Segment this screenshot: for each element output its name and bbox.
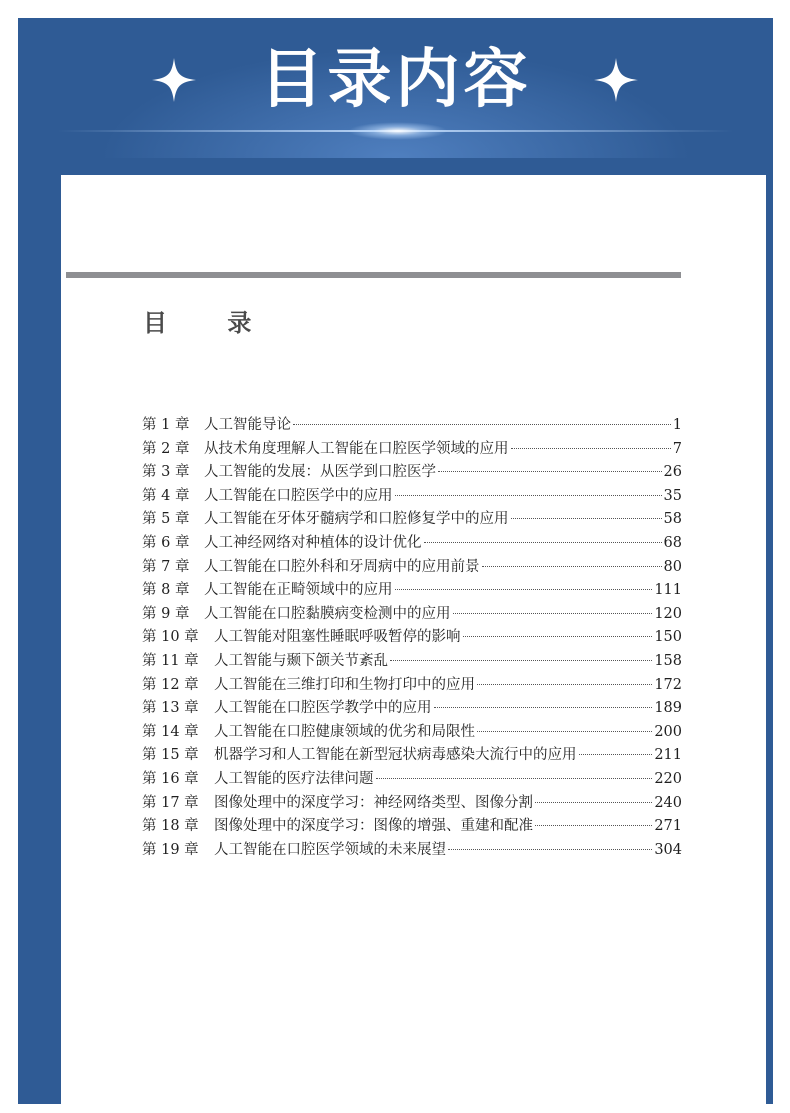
toc-entry [142, 649, 682, 673]
toc-page-number: 211 [654, 747, 682, 764]
toc-chapter-number: 第 13 章 [142, 700, 199, 717]
toc-dot-leader [477, 684, 652, 685]
toc-chapter-number: 第 3 章 [142, 464, 190, 481]
toc-entry [142, 602, 682, 626]
toc-dot-leader [424, 542, 662, 543]
book-page [61, 175, 766, 1113]
toc-dot-leader [438, 471, 662, 472]
toc-page-number: 35 [663, 487, 682, 504]
toc-dot-leader [482, 566, 662, 567]
toc-dot-leader [579, 754, 653, 755]
toc-page-number: 26 [663, 464, 682, 481]
toc-dot-leader [511, 518, 662, 519]
toc-chapter-title: 机器学习和人工智能在新型冠状病毒感染大流行中的应用 [214, 747, 577, 764]
banner [18, 18, 773, 158]
page-rule [66, 272, 681, 278]
toc-chapter-number: 第 12 章 [142, 676, 199, 693]
toc-entry [142, 625, 682, 649]
toc-entry [142, 767, 682, 791]
toc-entry [142, 413, 682, 437]
toc-page-number: 172 [654, 676, 682, 693]
toc-page-number: 1 [672, 417, 682, 433]
toc-chapter-title: 人工智能在三维打印和生物打印中的应用 [214, 676, 475, 693]
toc-chapter-title: 图像处理中的深度学习：神经网络类型、图像分割 [214, 794, 533, 811]
toc-chapter-title: 人工智能对阻塞性睡眠呼吸暂停的影响 [214, 629, 461, 646]
toc-page-number: 271 [654, 818, 682, 835]
toc-dot-leader [448, 849, 652, 850]
toc-page-number: 220 [654, 770, 682, 787]
toc-page-number: 150 [654, 629, 682, 646]
toc-chapter-number: 第 11 章 [142, 652, 199, 669]
toc-chapter-title: 人工智能在口腔医学教学中的应用 [214, 700, 432, 717]
toc-entry [142, 531, 682, 555]
toc-dot-leader [477, 731, 652, 732]
toc-chapter-title: 图像处理中的深度学习：图像的增强、重建和配准 [214, 818, 533, 835]
toc-chapter-number: 第 17 章 [142, 794, 199, 811]
toc-chapter-title: 从技术角度理解人工智能在口腔医学领域的应用 [204, 440, 509, 457]
toc-page-number: 80 [663, 558, 682, 575]
toc-chapter-number: 第 4 章 [142, 487, 190, 504]
toc-chapter-number: 第 1 章 [142, 417, 190, 433]
toc-page-number: 240 [654, 794, 682, 811]
toc-chapter-number: 第 2 章 [142, 440, 190, 457]
toc-entry [142, 791, 682, 815]
toc-chapter-title: 人工神经网络对种植体的设计优化 [204, 534, 422, 551]
toc-chapter-title: 人工智能在口腔外科和牙周病中的应用前景 [204, 558, 480, 575]
toc-entry [142, 437, 682, 461]
toc-chapter-number: 第 7 章 [142, 558, 190, 575]
toc-dot-leader [535, 802, 652, 803]
toc-page-number: 120 [654, 605, 682, 622]
toc-chapter-number: 第 16 章 [142, 770, 199, 787]
toc-page-number: 158 [654, 652, 682, 669]
toc-page-number: 189 [654, 700, 682, 717]
toc-entry [142, 578, 682, 602]
toc-chapter-number: 第 15 章 [142, 747, 199, 764]
toc-dot-leader [395, 589, 653, 590]
toc-dot-leader [395, 495, 662, 496]
toc-page-number: 304 [654, 841, 682, 858]
toc-chapter-number: 第 9 章 [142, 605, 190, 622]
banner-title: 目录内容 [259, 43, 532, 117]
toc-chapter-title: 人工智能的医疗法律问题 [214, 770, 374, 787]
toc-page-number: 7 [672, 440, 682, 457]
toc-chapter-number: 第 14 章 [142, 723, 199, 740]
toc-chapter-number: 第 6 章 [142, 534, 190, 551]
toc-dot-leader [293, 424, 671, 425]
blue-frame [18, 18, 773, 1104]
toc-chapter-number: 第 5 章 [142, 511, 190, 528]
toc-chapter-number: 第 19 章 [142, 841, 199, 858]
toc-list [142, 413, 682, 861]
toc-chapter-title: 人工智能在口腔黏膜病变检测中的应用 [204, 605, 451, 622]
toc-dot-leader [511, 448, 671, 449]
sparkle-star-icon [592, 56, 640, 104]
toc-entry [142, 743, 682, 767]
toc-entry [142, 838, 682, 862]
toc-entry [142, 460, 682, 484]
toc-page-number: 68 [663, 534, 682, 551]
toc-chapter-number: 第 8 章 [142, 582, 190, 599]
toc-page-number: 58 [663, 511, 682, 528]
toc-entry [142, 814, 682, 838]
toc-entry [142, 696, 682, 720]
banner-glow-spot [348, 122, 448, 140]
toc-entry [142, 720, 682, 744]
toc-chapter-title: 人工智能在口腔医学中的应用 [204, 487, 393, 504]
toc-dot-leader [463, 636, 653, 637]
toc-chapter-title: 人工智能在口腔健康领域的优劣和局限性 [214, 723, 475, 740]
toc-entry [142, 673, 682, 697]
toc-chapter-title: 人工智能的发展：从医学到口腔医学 [204, 464, 436, 481]
toc-chapter-title: 人工智能与颞下颌关节紊乱 [214, 652, 388, 669]
toc-chapter-number: 第 18 章 [142, 818, 199, 835]
toc-chapter-title: 人工智能导论 [204, 417, 291, 433]
toc-page-number: 200 [654, 723, 682, 740]
toc-chapter-title: 人工智能在牙体牙髓病学和口腔修复学中的应用 [204, 511, 509, 528]
toc-chapter-number: 第 10 章 [142, 629, 199, 646]
toc-dot-leader [390, 660, 652, 661]
toc-entry [142, 484, 682, 508]
toc-entry [142, 555, 682, 579]
toc-dot-leader [434, 707, 653, 708]
toc-dot-leader [453, 613, 653, 614]
toc-heading: 目 录 [143, 309, 278, 337]
toc-chapter-title: 人工智能在正畸领域中的应用 [204, 582, 393, 599]
toc-dot-leader [535, 825, 652, 826]
toc-entry [142, 507, 682, 531]
toc-chapter-title: 人工智能在口腔医学领域的未来展望 [214, 841, 446, 858]
toc-page-number: 111 [654, 582, 682, 599]
toc-dot-leader [376, 778, 653, 779]
